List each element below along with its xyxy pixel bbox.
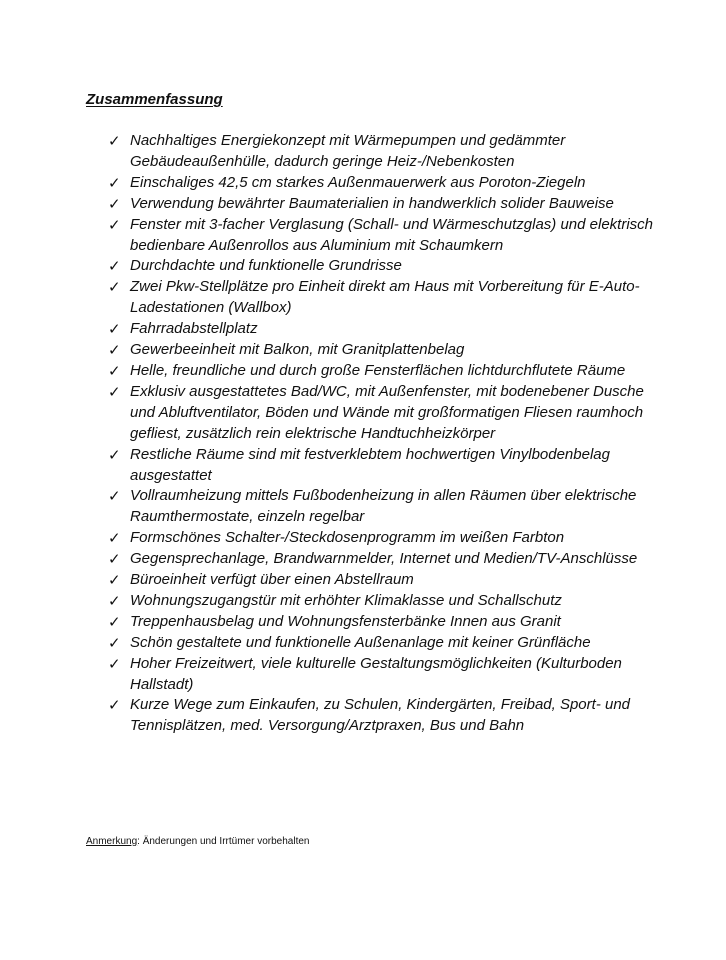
list-item	[105, 695, 665, 737]
list-item-text: Helle, freundliche und durch große Fensterflächen lichtdurchflutete Räume	[130, 361, 626, 379]
checkmark-icon: ✓	[108, 633, 121, 652]
list-item	[105, 633, 665, 654]
list-item-text: Einschaliges 42,5 cm starkes Außenmauerwerk aus Poroton-Ziegeln	[130, 173, 586, 191]
list-item	[105, 591, 665, 612]
checkmark-icon: ✓	[108, 320, 121, 339]
list-item	[105, 256, 665, 277]
summary-checklist	[105, 131, 665, 737]
checkmark-icon: ✓	[108, 696, 121, 715]
checkmark-icon: ✓	[108, 571, 121, 590]
list-item	[105, 131, 665, 173]
checkmark-icon: ✓	[108, 132, 121, 150]
list-item-text: Durchdachte und funktionelle Grundrisse	[130, 257, 402, 275]
list-item	[105, 549, 665, 570]
checkmark-icon: ✓	[108, 445, 121, 464]
checkmark-icon: ✓	[108, 278, 121, 297]
list-item	[105, 612, 665, 633]
checkmark-icon: ✓	[108, 382, 121, 401]
list-item	[105, 194, 665, 215]
page-title: Zusammenfassung	[86, 91, 223, 108]
checkmark-icon: ✓	[108, 215, 121, 234]
list-item	[105, 445, 665, 487]
list-item-text: Zwei Pkw-Stellplätze pro Einheit direkt am Haus mit Vorbereitung für E-Auto-Ladestationen (Wallbox)	[130, 278, 640, 317]
list-item-text: Schön gestaltete und funktionelle Außenanlage mit keiner Grünfläche	[130, 633, 591, 651]
list-item-text: Gegensprechanlage, Brandwarnmelder, Internet und Medien/TV-Anschlüsse	[130, 550, 638, 568]
list-item-text: Formschönes Schalter-/Steckdosenprogramm im weißen Farbton	[130, 529, 565, 547]
checkmark-icon: ✓	[108, 173, 121, 192]
list-item	[105, 486, 665, 528]
footnote-label: Anmerkung	[86, 836, 138, 847]
list-item	[105, 382, 665, 445]
footnote	[86, 835, 309, 849]
checkmark-icon: ✓	[108, 487, 121, 506]
list-item-text: Treppenhausbelag und Wohnungsfensterbänke Innen aus Granit	[130, 612, 561, 630]
list-item	[105, 319, 665, 340]
list-item-text: Verwendung bewährter Baumaterialien in handwerklich solider Bauweise	[130, 194, 614, 212]
list-item	[105, 277, 665, 319]
list-item-text: Wohnungszugangstür mit erhöhter Klimaklasse und Schallschutz	[130, 591, 562, 609]
checkmark-icon: ✓	[108, 257, 121, 276]
list-item	[105, 654, 665, 696]
checkmark-icon: ✓	[108, 194, 121, 213]
checkmark-icon: ✓	[108, 341, 121, 360]
list-item-text: Exklusiv ausgestattetes Bad/WC, mit Außenfenster, mit bodenebener Dusche und Abluftventilator, Böden und Wände mit großformatigen Fliesen raumhoch gefliest, zusätzlich rein elektrische Handtuchheizkörper	[130, 382, 644, 442]
list-item	[105, 361, 665, 382]
list-item-text: Restliche Räume sind mit festverklebtem hochwertigen Vinylbodenbelag ausgestattet	[130, 445, 610, 484]
list-item-text: Fahrradabstellplatz	[130, 320, 258, 338]
list-item-text: Fenster mit 3-facher Verglasung (Schall- und Wärmeschutzglas) und elektrisch bedienbare Außenrollos aus Aluminium mit Schaumkern	[130, 215, 653, 254]
list-item	[105, 528, 665, 549]
list-item-text: Gewerbeeinheit mit Balkon, mit Granitplattenbelag	[130, 341, 465, 359]
footnote-text: : Änderungen und Irrtümer vorbehalten	[137, 836, 310, 847]
list-item	[105, 173, 665, 194]
list-item-text: Hoher Freizeitwert, viele kulturelle Gestaltungsmöglichkeiten (Kulturboden Hallstadt)	[130, 654, 622, 693]
checkmark-icon: ✓	[108, 612, 121, 631]
checkmark-icon: ✓	[108, 591, 121, 610]
list-item-text: Büroeinheit verfügt über einen Abstellraum	[130, 571, 414, 589]
checkmark-icon: ✓	[108, 529, 121, 548]
checkmark-icon: ✓	[108, 654, 121, 673]
checkmark-icon: ✓	[108, 550, 121, 569]
list-item-text: Nachhaltiges Energiekonzept mit Wärmepumpen und gedämmter Gebäudeaußenhülle, dadurch geringe Heiz-/Nebenkosten	[130, 132, 566, 170]
list-item-text: Vollraumheizung mittels Fußbodenheizung in allen Räumen über elektrische Raumthermostate, einzeln regelbar	[130, 487, 637, 526]
list-item-text: Kurze Wege zum Einkaufen, zu Schulen, Kindergärten, Freibad, Sport- und Tennisplätzen, med. Versorgung/Arztpraxen, Bus und Bahn	[130, 696, 631, 735]
list-item	[105, 570, 665, 591]
list-item	[105, 215, 665, 257]
checkmark-icon: ✓	[108, 361, 121, 380]
list-item	[105, 340, 665, 361]
